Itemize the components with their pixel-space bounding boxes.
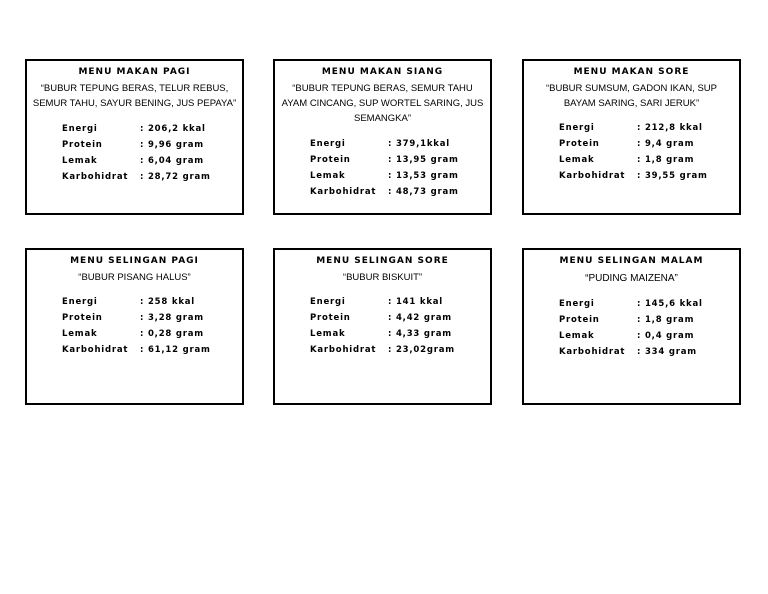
nutrient-label: Energi xyxy=(62,297,98,307)
nutrient-value: : 48,73 gram xyxy=(388,187,459,197)
nutrient-value: : 9,4 gram xyxy=(637,139,695,149)
nutrient-label: Lemak xyxy=(559,331,595,341)
nutrient-label: Karbohidrat xyxy=(559,171,626,181)
nutrition-row-energi xyxy=(310,294,486,310)
dish-line: SEMUR TAHU, SAYUR BENING, JUS PEPAYA” xyxy=(32,98,237,109)
nutrition-row-karbohidrat xyxy=(62,169,238,185)
nutrition-row-protein xyxy=(62,310,238,326)
dish-description xyxy=(279,81,486,126)
nutrition-row-lemak xyxy=(310,168,486,184)
nutrient-value: : 3,28 gram xyxy=(140,313,204,323)
menu-card-selingan-sore xyxy=(273,248,492,405)
dish-description xyxy=(31,270,238,285)
nutrient-value: : 4,33 gram xyxy=(388,329,452,339)
card-title: MENU MAKAN SIANG xyxy=(321,67,444,77)
nutrient-value: : 258 kkal xyxy=(140,297,196,307)
menu-card-selingan-malam xyxy=(522,248,741,405)
nutrient-value: : 39,55 gram xyxy=(637,171,708,181)
dish-line: BAYAM SARING, SARI JERUK” xyxy=(563,98,700,109)
nutrient-label: Karbohidrat xyxy=(310,187,377,197)
dish-description xyxy=(528,81,735,111)
nutrition-row-lemak xyxy=(62,153,238,169)
nutrition-list xyxy=(62,121,238,185)
nutrient-value: : 141 kkal xyxy=(388,297,444,307)
nutrition-row-protein xyxy=(310,310,486,326)
nutrient-value: : 9,96 gram xyxy=(140,140,204,150)
dish-line: “PUDING MAIZENA” xyxy=(585,273,678,284)
dish-line: AYAM CINCANG, SUP WORTEL SARING, JUS xyxy=(281,98,484,109)
dish-description xyxy=(528,271,735,286)
nutrient-value: : 1,8 gram xyxy=(637,315,695,325)
nutrition-row-energi xyxy=(62,294,238,310)
nutrient-value: : 0,4 gram xyxy=(637,331,695,341)
nutrient-label: Energi xyxy=(559,123,595,133)
nutrient-label: Karbohidrat xyxy=(559,347,626,357)
nutrition-row-karbohidrat xyxy=(559,344,735,360)
nutrition-row-protein xyxy=(559,136,735,152)
dish-line: “BUBUR BISKUIT” xyxy=(342,272,423,283)
nutrient-value: : 13,95 gram xyxy=(388,155,459,165)
nutrition-list xyxy=(559,120,735,184)
nutrient-value: : 379,1kkal xyxy=(388,139,450,149)
menu-card-selingan-pagi xyxy=(25,248,244,405)
nutrient-value: : 61,12 gram xyxy=(140,345,211,355)
card-title: MENU SELINGAN SORE xyxy=(316,256,449,266)
card-title: MENU MAKAN PAGI xyxy=(78,67,191,77)
nutrient-label: Energi xyxy=(62,124,98,134)
nutrition-row-karbohidrat xyxy=(559,168,735,184)
nutrient-label: Protein xyxy=(310,155,351,165)
nutrition-row-karbohidrat xyxy=(310,342,486,358)
nutrient-value: : 23,02gram xyxy=(388,345,455,355)
nutrition-row-energi xyxy=(559,120,735,136)
nutrition-list xyxy=(310,136,486,200)
nutrient-label: Lemak xyxy=(62,329,98,339)
nutrition-row-protein xyxy=(559,312,735,328)
nutrition-row-protein xyxy=(62,137,238,153)
nutrient-value: : 1,8 gram xyxy=(637,155,695,165)
nutrition-row-protein xyxy=(310,152,486,168)
dish-line: “BUBUR PISANG HALUS” xyxy=(78,272,191,283)
nutrition-row-lemak xyxy=(559,152,735,168)
nutrient-label: Protein xyxy=(559,315,600,325)
nutrient-value: : 28,72 gram xyxy=(140,172,211,182)
nutrient-value: : 0,28 gram xyxy=(140,329,204,339)
nutrient-label: Protein xyxy=(559,139,600,149)
nutrition-list xyxy=(559,296,735,360)
nutrient-label: Protein xyxy=(62,313,103,323)
dish-line: “BUBUR SUMSUM, GADON IKAN, SUP xyxy=(545,83,718,94)
nutrition-row-lemak xyxy=(559,328,735,344)
nutrient-value: : 4,42 gram xyxy=(388,313,452,323)
nutrition-list xyxy=(310,294,486,358)
dish-line: SEMANGKA” xyxy=(353,113,411,124)
nutrient-label: Karbohidrat xyxy=(310,345,377,355)
nutrition-row-lemak xyxy=(310,326,486,342)
nutrient-label: Protein xyxy=(62,140,103,150)
nutrition-row-karbohidrat xyxy=(62,342,238,358)
nutrient-label: Energi xyxy=(310,297,346,307)
nutrient-label: Karbohidrat xyxy=(62,345,129,355)
nutrient-value: : 145,6 kkal xyxy=(637,299,703,309)
nutrition-row-karbohidrat xyxy=(310,184,486,200)
nutrient-label: Energi xyxy=(310,139,346,149)
card-title: MENU MAKAN SORE xyxy=(573,67,690,77)
nutrient-value: : 206,2 kkal xyxy=(140,124,206,134)
nutrient-label: Protein xyxy=(310,313,351,323)
nutrition-row-energi xyxy=(559,296,735,312)
nutrient-value: : 6,04 gram xyxy=(140,156,204,166)
dish-line: “BUBUR TEPUNG BERAS, SEMUR TAHU xyxy=(292,83,473,94)
nutrient-label: Lemak xyxy=(62,156,98,166)
dish-description xyxy=(279,270,486,285)
nutrition-row-energi xyxy=(310,136,486,152)
nutrition-row-energi xyxy=(62,121,238,137)
card-title: MENU SELINGAN PAGI xyxy=(70,256,199,266)
nutrient-label: Lemak xyxy=(310,171,346,181)
menu-card-makan-siang xyxy=(273,59,492,215)
nutrition-list xyxy=(62,294,238,358)
menu-card-makan-sore xyxy=(522,59,741,215)
dish-description xyxy=(31,81,238,111)
nutrient-label: Lemak xyxy=(310,329,346,339)
nutrient-value: : 334 gram xyxy=(637,347,697,357)
nutrition-row-lemak xyxy=(62,326,238,342)
nutrient-label: Energi xyxy=(559,299,595,309)
nutrient-value: : 13,53 gram xyxy=(388,171,459,181)
menu-card-makan-pagi xyxy=(25,59,244,215)
nutrient-label: Lemak xyxy=(559,155,595,165)
card-title: MENU SELINGAN MALAM xyxy=(559,256,704,266)
nutrient-value: : 212,8 kkal xyxy=(637,123,703,133)
dish-line: “BUBUR TEPUNG BERAS, TELUR REBUS, xyxy=(40,83,229,94)
nutrient-label: Karbohidrat xyxy=(62,172,129,182)
